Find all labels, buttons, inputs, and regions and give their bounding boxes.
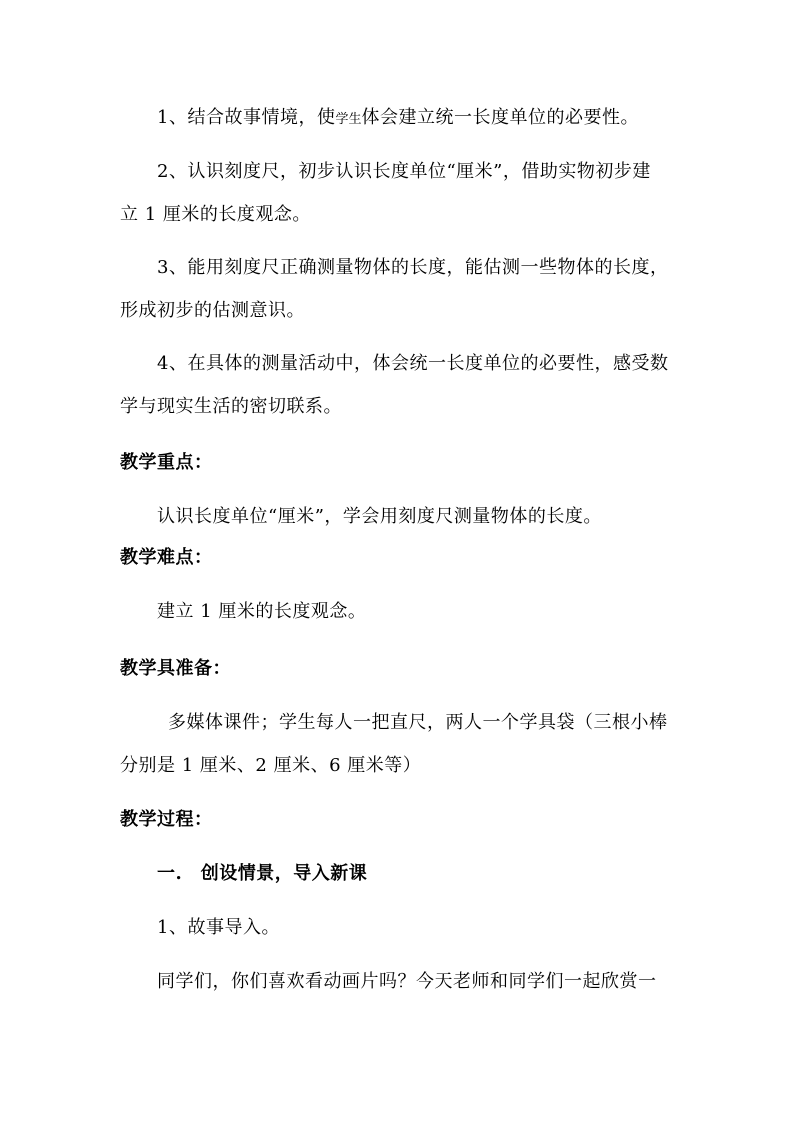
key-point-heading: 教学重点： [120, 452, 213, 473]
process-paragraph-1: 同学们，你们喜欢看动画片吗？今天老师和同学们一起欣赏一 [157, 971, 657, 992]
objective-3-line-2: 形成初步的估测意识。 [120, 300, 305, 321]
objective-1-text-before: 、结合故事情境，使 [168, 107, 336, 128]
objective-2-line-2: 立 1 厘米的长度观念。 [120, 204, 311, 225]
process-step-1: 1、故事导入。 [157, 917, 280, 938]
objective-1-number: 1 [157, 107, 169, 128]
objective-4-line-1: 4、在具体的测量活动中，体会统一长度单位的必要性，感受数 [157, 353, 669, 374]
difficulty-text: 建立 1 厘米的长度观念。 [157, 601, 367, 622]
difficulty-heading: 教学难点： [120, 547, 213, 568]
materials-heading: 教学具准备： [120, 658, 231, 679]
objective-1-inline-small: 学生 [335, 112, 362, 127]
materials-line-1: 多媒体课件；学生每人一把直尺，两人一个学具袋（三根小棒 [168, 712, 668, 733]
objective-4-line-2: 学与现实生活的密切联系。 [120, 396, 342, 417]
materials-line-2: 分别是 1 厘米、2 厘米、6 厘米等） [120, 755, 422, 776]
process-section-1: 一. 创设情景，导入新课 [157, 863, 368, 884]
objective-1-text-after: 体会建立统一长度单位的必要性。 [361, 107, 639, 128]
objective-3-line-1: 3、能用刻度尺正确测量物体的长度，能估测一些物体的长度， [157, 257, 669, 278]
objective-1 [157, 106, 639, 132]
objective-2-line-1: 2、认识刻度尺，初步认识长度单位“厘米”，借助实物初步建 [157, 161, 651, 182]
process-heading: 教学过程： [120, 809, 213, 830]
key-point-text: 认识长度单位“厘米”，学会用刻度尺测量物体的长度。 [157, 506, 602, 527]
